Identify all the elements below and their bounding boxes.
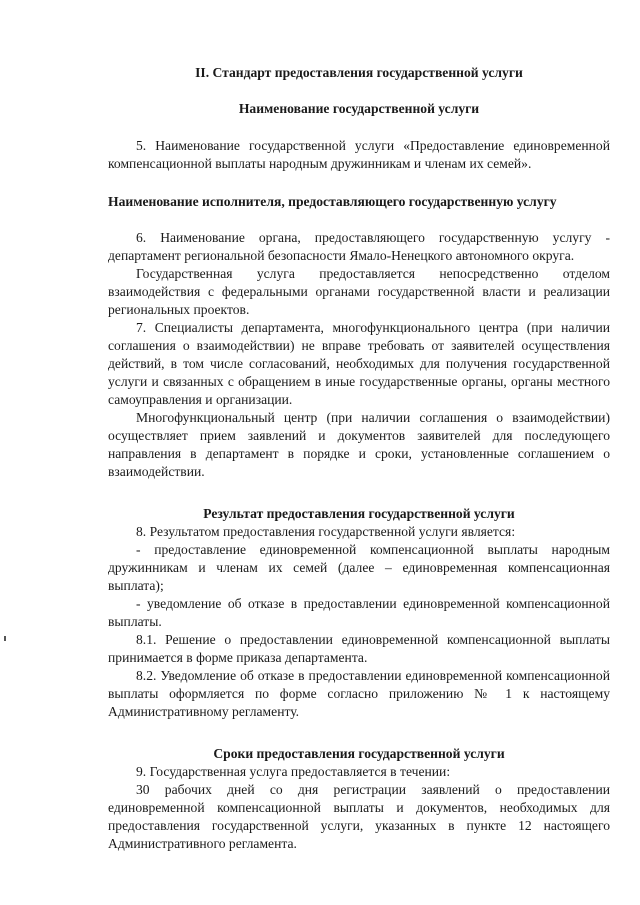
paragraph-8a: - предоставление единовременной компенсационной выплаты народным дружинникам и членам их семей (далее – единовременная компенсационная выплата);: [108, 542, 610, 593]
paragraph-6: 6. Наименование органа, предоставляющего государственную услугу - департамент региональной безопасности Ямало-Ненецкого автономного округа.: [108, 230, 610, 263]
result-heading: Результат предоставления государственной услуги: [203, 506, 515, 521]
paragraph-6b: Государственная услуга предоставляется непосредственно отделом взаимодействия с федеральными органами государственной власти и реализации региональных проектов.: [108, 266, 610, 317]
paragraph-8: 8. Результатом предоставления государственной услуги является:: [136, 524, 516, 539]
section-title: II. Стандарт предоставления государственной услуги: [195, 65, 523, 80]
paragraph-9: 9. Государственная услуга предоставляется в течении:: [136, 764, 451, 779]
document-page: [108, 60, 610, 853]
paragraph-8b: - уведомление об отказе в предоставлении единовременной компенсационной выплаты.: [108, 596, 610, 629]
paragraph-9a: 30 рабочих дней со дня регистрации заявлений о предоставлении единовременной компенсационной выплаты и документов, необходимых для предоставления государственной услуги, указанных в пункте 12 настоящего Административного регламента.: [108, 782, 610, 851]
paragraph-7b: Многофункциональный центр (при наличии соглашения о взаимодействии) осуществляет прием заявлений и документов заявителей для последующего направления в департамент в порядке и сроки, установленные соглашением о взаимодействии.: [108, 410, 610, 479]
paragraph-8-1: 8.1. Решение о предоставлении единовременной компенсационной выплаты принимается в форме приказа департамента.: [108, 632, 610, 665]
margin-mark: [4, 636, 6, 641]
service-name-heading: Наименование государственной услуги: [238, 101, 480, 116]
paragraph-5: 5. Наименование государственной услуги «Предоставление единовременной компенсационной выплаты народным дружинникам и членам их семей».: [108, 138, 610, 171]
paragraph-8-2: 8.2. Уведомление об отказе в предоставлении единовременной компенсационной выплаты оформляется по форме согласно приложению № 1 к настоящему Административному регламенту.: [108, 668, 610, 719]
executor-heading: Наименование исполнителя, предоставляющего государственную услугу: [108, 194, 557, 209]
terms-heading: Сроки предоставления государственной услуги: [213, 746, 505, 761]
paragraph-7: 7. Специалисты департамента, многофункционального центра (при наличии соглашения о взаимодействии) не вправе требовать от заявителей осуществления действий, в том числе согласований, необходимых для получения государственной услуги и связанных с обращением в иные государственные органы, органы местного самоуправления и организации.: [108, 320, 610, 407]
